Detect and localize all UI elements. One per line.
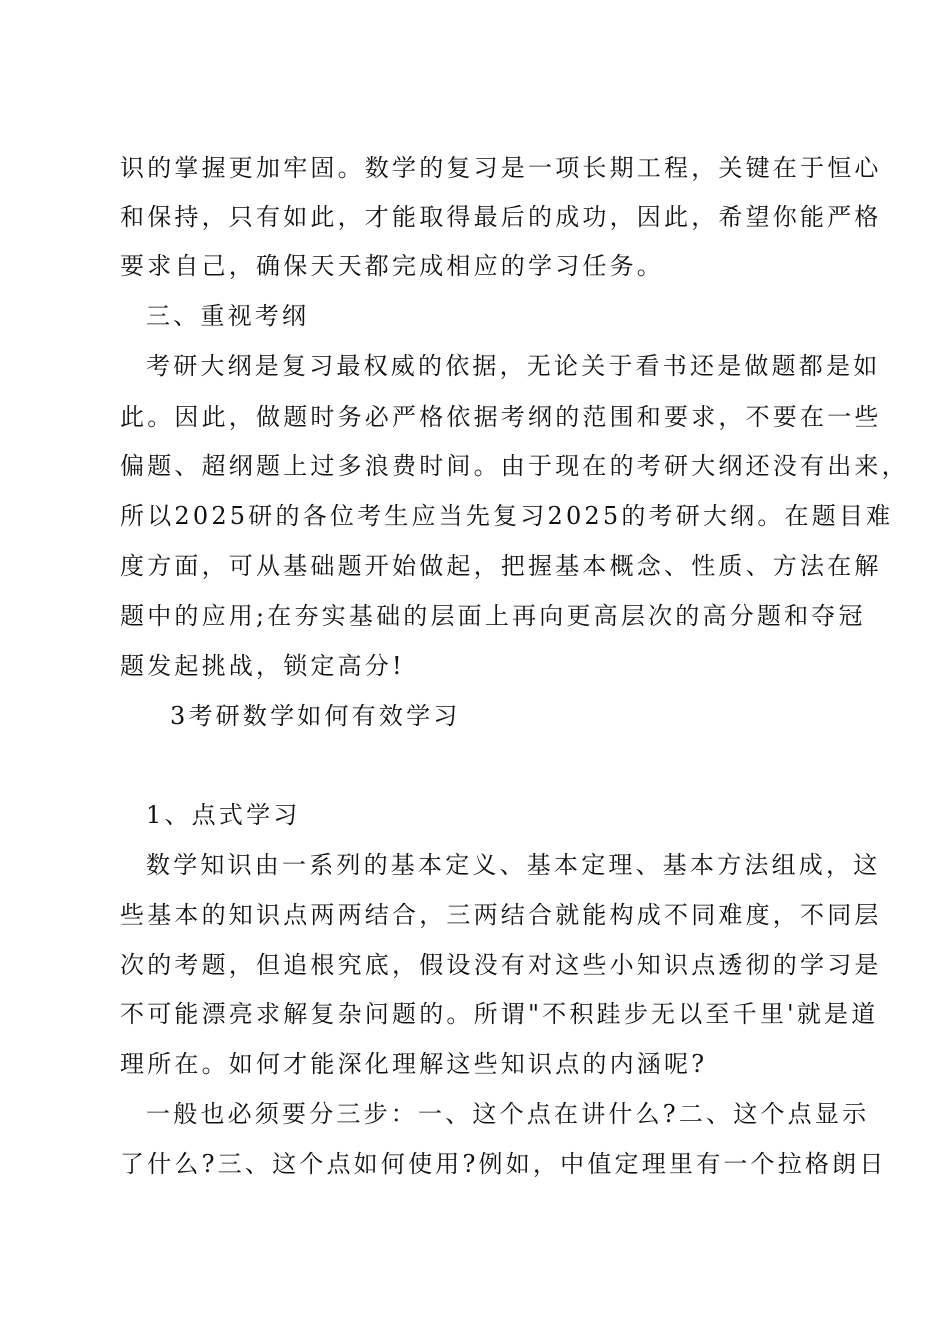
text-line: 度方面，可从基础题开始做起，把握基本概念、性质、方法在解 [120, 552, 882, 580]
text-line: 次的考题，但追根究底，假设没有对这些小知识点透彻的学习是 [120, 951, 882, 979]
text-line: 题发起挑战，锁定高分! [120, 652, 405, 680]
section-heading: 三、重视考纲 [146, 302, 310, 330]
text-line: 偏题、超纲题上过多浪费时间。由于现在的考研大纲还没有出来， [120, 452, 909, 480]
section-heading: 1、点式学习 [146, 801, 301, 829]
text-line: 一般也必须要分三步：一、这个点在讲什么?二、这个点显示 [146, 1100, 870, 1128]
text-line: 了什么?三、这个点如何使用?例如，中值定理里有一个拉格朗日 [120, 1150, 887, 1178]
text-line: 考研大纲是复习最权威的依据，无论关于看书还是做题都是如 [146, 352, 881, 380]
text-line: 不可能漂亮求解复杂问题的。所谓"不积跬步无以至千里'就是道 [120, 1000, 879, 1028]
text-line: 要求自己，确保天天都完成相应的学习任务。 [120, 252, 664, 280]
text-line: 此。因此，做题时务必严格依据考纲的范围和要求，不要在一些 [120, 403, 882, 431]
text-line: 题中的应用;在夯实基础的层面上再向更高层次的高分题和夺冠 [120, 602, 866, 630]
text-line: 些基本的知识点两两结合，三两结合就能构成不同难度，不同层 [120, 901, 882, 929]
text-line: 所以2025研的各位考生应当先复习2025的考研大纲。在题目难 [120, 502, 894, 530]
text-line: 识的掌握更加牢固。数学的复习是一项长期工程，关键在于恒心 [120, 154, 882, 182]
section-heading: 3考研数学如何有效学习 [170, 702, 461, 730]
text-line: 数学知识由一系列的基本定义、基本定理、基本方法组成，这 [146, 851, 881, 879]
text-line: 理所在。如何才能深化理解这些知识点的内涵呢? [120, 1050, 708, 1078]
text-line: 和保持，只有如此，才能取得最后的成功，因此，希望你能严格 [120, 203, 882, 231]
